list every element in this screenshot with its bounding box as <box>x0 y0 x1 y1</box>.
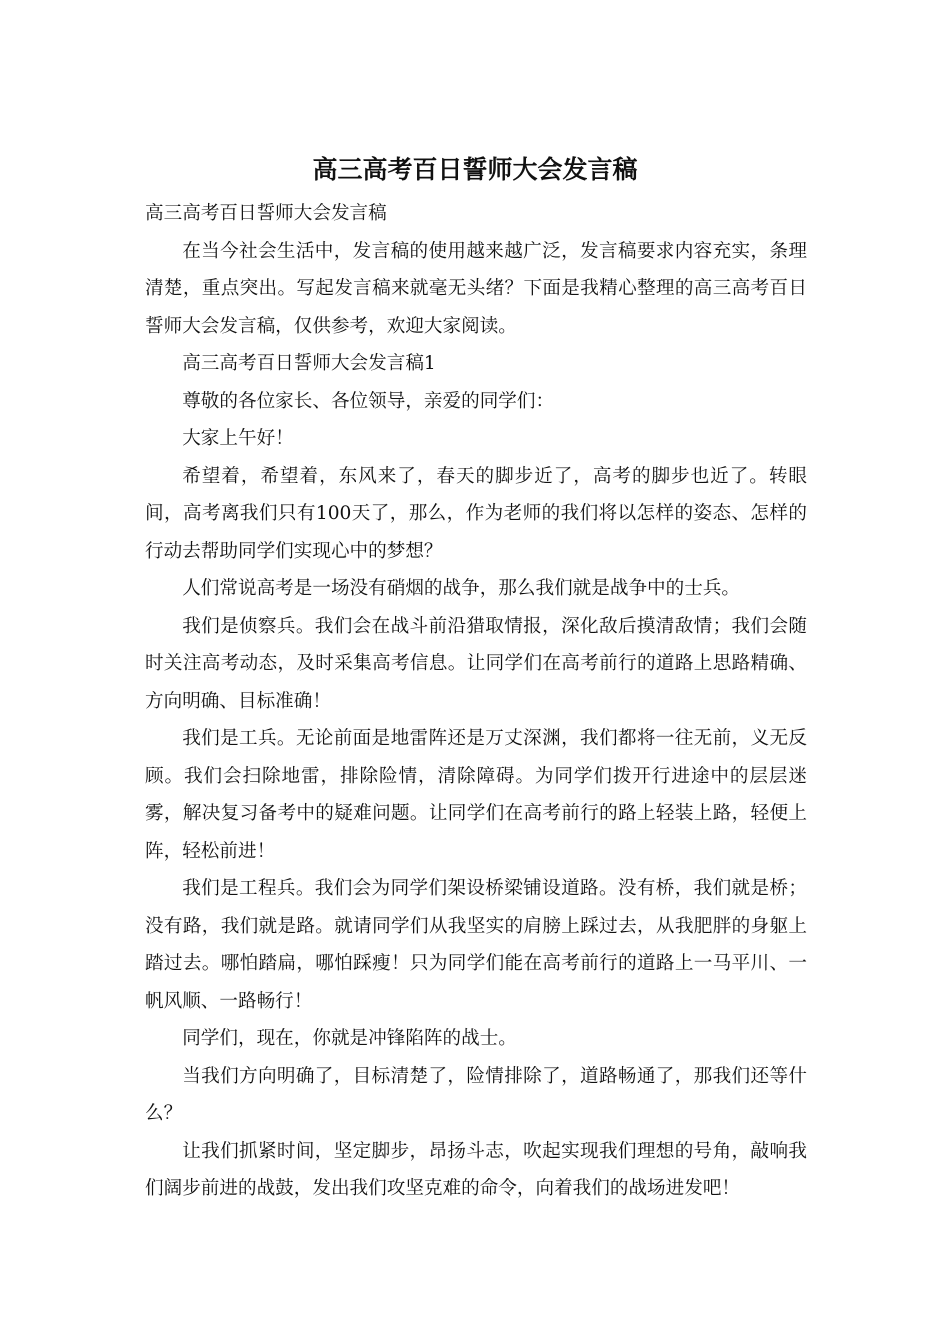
document-body <box>145 195 807 1208</box>
salutation-paragraph: 尊敬的各位家长、各位领导，亲爱的同学们： <box>182 390 555 412</box>
section-heading: 高三高考百日誓师大会发言稿1 <box>182 353 436 374</box>
body-paragraph: 我们是工程兵。我们会为同学们架设桥梁铺设道路。没有桥，我们就是桥；没有路，我们就是路。就请同学们从我坚实的肩膀上踩过去，从我肥胖的身躯上踏过去。哪怕踏扁，哪怕踩瘦！只为同学们能在高考前行的道路上一马平川、一帆风顺、一路畅行！ <box>145 878 807 1012</box>
body-paragraph: 人们常说高考是一场没有硝烟的战争，那么我们就是战争中的士兵。 <box>182 578 741 599</box>
body-paragraph: 我们是工兵。无论前面是地雷阵还是万丈深渊，我们都将一往无前，义无反顾。我们会扫除地雷，排除险情，清除障碍。为同学们拨开行进途中的层层迷雾，解决复习备考中的疑难问题。让同学们在高考前行的路上轻装上路，轻便上阵，轻松前进！ <box>145 728 807 862</box>
body-paragraph: 希望着，希望着，东风来了，春天的脚步近了，高考的脚步也近了。转眼间，高考离我们只有100天了，那么，作为老师的我们将以怎样的姿态、怎样的行动去帮助同学们实现心中的梦想？ <box>145 465 807 562</box>
body-paragraph: 我们是侦察兵。我们会在战斗前沿猎取情报，深化敌后摸清敌情；我们会随时关注高考动态，及时采集高考信息。让同学们在高考前行的道路上思路精确、方向明确、目标准确！ <box>145 615 807 712</box>
document-title: 高三高考百日誓师大会发言稿 <box>312 155 638 184</box>
body-paragraph: 同学们，现在，你就是冲锋陷阵的战士。 <box>182 1028 517 1049</box>
body-paragraph: 当我们方向明确了，目标清楚了，险情排除了，道路畅通了，那我们还等什么？ <box>145 1065 807 1124</box>
body-paragraph: 让我们抓紧时间，坚定脚步，昂扬斗志，吹起实现我们理想的号角，敲响我们阔步前进的战鼓，发出我们攻坚克难的命令，向着我们的战场进发吧！ <box>145 1140 807 1199</box>
greeting-paragraph: 大家上午好！ <box>182 428 294 449</box>
subtitle-paragraph: 高三高考百日誓师大会发言稿 <box>145 203 387 224</box>
intro-paragraph: 在当今社会生活中，发言稿的使用越来越广泛，发言稿要求内容充实，条理清楚，重点突出。写起发言稿来就毫无头绪？下面是我精心整理的高三高考百日誓师大会发言稿，仅供参考，欢迎大家阅读。 <box>145 240 807 337</box>
